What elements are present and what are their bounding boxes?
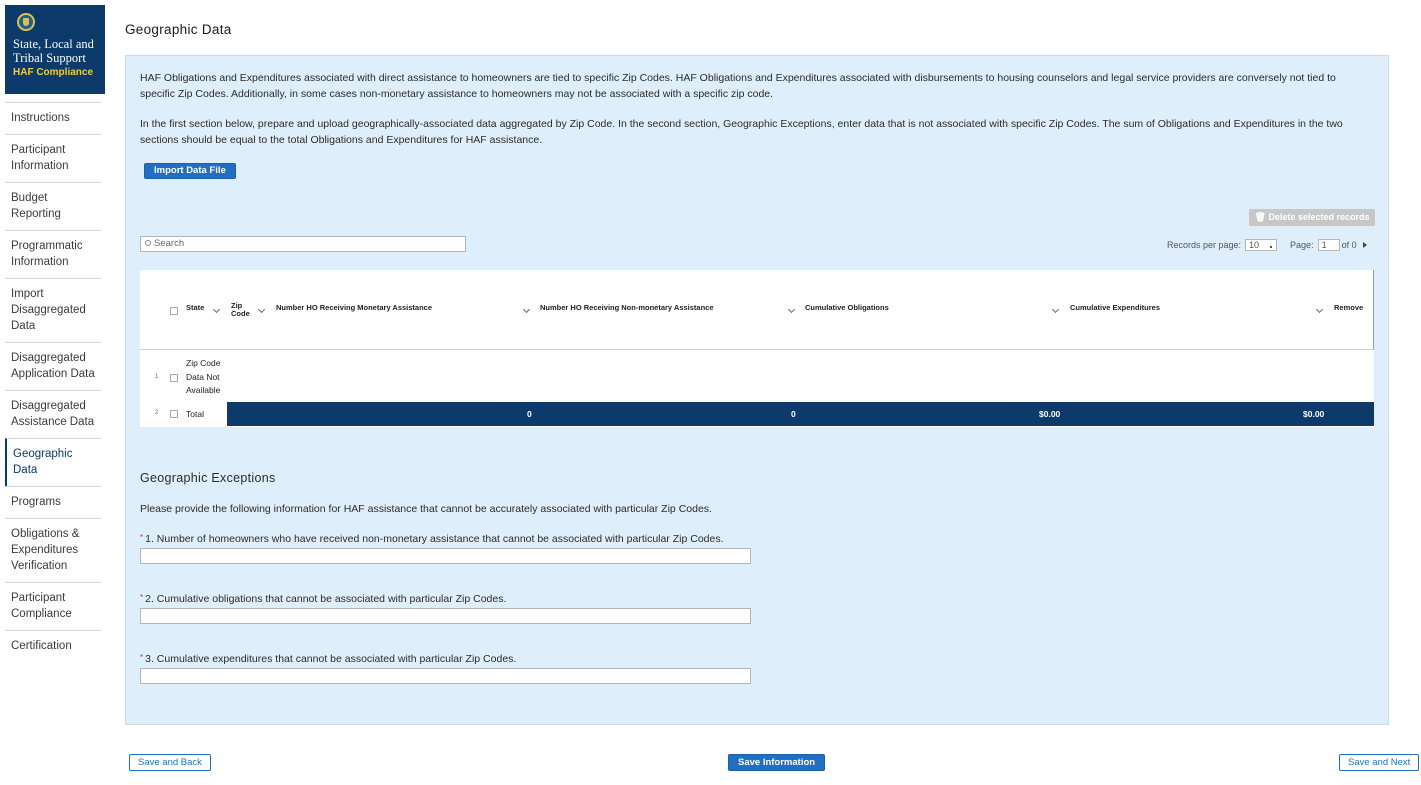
sidebar-item-import-disaggregated-data[interactable]: Import Disaggregated Data <box>5 278 101 342</box>
sort-zip-icon[interactable] <box>258 306 265 313</box>
table-row-total <box>140 402 1374 426</box>
shield-logo-icon <box>17 13 35 31</box>
total-non-monetary: 0 <box>791 409 796 419</box>
required-marker: * <box>140 533 144 542</box>
total-label: Total <box>186 409 204 419</box>
sidebar-item-participant-information[interactable]: Participant Information <box>5 134 101 182</box>
sidebar-item-programmatic-information[interactable]: Programmatic Information <box>5 230 101 278</box>
exceptions-description: Please provide the following information for HAF assistance that cannot be accurately associated with particular Zip Codes. <box>140 503 712 515</box>
next-page-icon[interactable] <box>1363 242 1367 248</box>
row-checkbox[interactable] <box>170 410 178 418</box>
col-obligations[interactable]: Cumulative Obligations <box>805 303 889 312</box>
non-monetary-homeowners-input[interactable] <box>140 548 751 564</box>
records-per-page-label: Records per page: <box>1167 240 1242 250</box>
exceptions-title: Geographic Exceptions <box>140 471 276 485</box>
cumulative-expenditures-input[interactable] <box>140 668 751 684</box>
intro-paragraph-2: In the first section below, prepare and upload geographically-associated data aggregated by Zip Code. In the second section, Geographic Exceptions, enter data that is not associated with specific Zip Codes. The sum of Obligations and Expenditures in the two sections should be equal to the total Obligations and Expenditures for HAF assistance. <box>140 118 1343 146</box>
question-3-text: 3. Cumulative expenditures that cannot be associated with particular Zip Codes. <box>145 653 517 665</box>
col-remove: Remove <box>1334 303 1364 312</box>
total-bar <box>227 402 1374 426</box>
sort-expenditures-icon[interactable] <box>1316 306 1323 313</box>
sidebar-item-certification[interactable]: Certification <box>5 630 101 662</box>
sidebar-item-programs[interactable]: Programs <box>5 486 101 518</box>
main-panel <box>125 55 1389 725</box>
row-number: 1 <box>155 374 159 380</box>
page-number-input[interactable]: 1 <box>1318 239 1340 251</box>
row-label: Zip Code Data Not Available <box>186 358 221 395</box>
question-2-label <box>140 593 506 605</box>
sort-monetary-icon[interactable] <box>523 306 530 313</box>
geographic-data-table <box>140 270 1374 427</box>
total-monetary: 0 <box>527 409 532 419</box>
save-and-back-button[interactable]: Save and Back <box>129 754 211 771</box>
sort-obligations-icon[interactable] <box>1052 306 1059 313</box>
col-state[interactable]: State <box>186 303 205 312</box>
import-data-file-button[interactable]: Import Data File <box>144 163 236 179</box>
sidebar-item-budget-reporting[interactable]: Budget Reporting <box>5 182 101 230</box>
sidebar-item-disaggregated-assistance-data[interactable]: Disaggregated Assistance Data <box>5 390 101 438</box>
col-zip-code[interactable]: Zip Code <box>231 301 250 318</box>
total-obligations: $0.00 <box>1039 409 1061 419</box>
required-marker: * <box>140 593 144 602</box>
row-checkbox[interactable] <box>170 374 178 382</box>
cumulative-obligations-input[interactable] <box>140 608 751 624</box>
question-3-label <box>140 653 516 665</box>
save-and-next-button[interactable]: Save and Next <box>1339 754 1419 771</box>
trash-icon: 🗑︎ <box>1254 212 1266 222</box>
sidebar-item-instructions[interactable]: Instructions <box>5 102 101 134</box>
sidebar-item-geographic-data[interactable]: Geographic Data <box>5 438 101 486</box>
page-title: Geographic Data <box>125 22 232 37</box>
row-number: 2 <box>155 410 159 416</box>
col-expenditures[interactable]: Cumulative Expenditures <box>1070 303 1161 312</box>
sidebar-item-disaggregated-application-data[interactable]: Disaggregated Application Data <box>5 342 101 390</box>
select-all-checkbox[interactable] <box>170 307 178 315</box>
sidebar-item-participant-compliance[interactable]: Participant Compliance <box>5 582 101 630</box>
col-monetary[interactable]: Number HO Receiving Monetary Assistance <box>276 303 433 312</box>
required-marker: * <box>140 653 144 662</box>
delete-selected-label: Delete selected records <box>1268 212 1370 222</box>
total-expenditures: $0.00 <box>1303 409 1325 419</box>
brand-block[interactable] <box>5 5 105 94</box>
table-row[interactable] <box>140 350 1374 402</box>
pagination <box>1167 239 1367 251</box>
intro-text <box>140 70 1370 148</box>
sort-non-monetary-icon[interactable] <box>788 306 795 313</box>
search-input[interactable] <box>140 236 466 252</box>
col-non-monetary[interactable]: Number HO Receiving Non-monetary Assistance <box>540 303 714 312</box>
brand-title: State, Local and Tribal Support <box>13 37 94 65</box>
save-information-button[interactable]: Save Information <box>728 754 825 771</box>
question-1-text: 1. Number of homeowners who have received non-monetary assistance that cannot be associated with particular Zip Codes. <box>145 533 724 545</box>
question-1-label <box>140 533 724 545</box>
sidebar-nav <box>5 102 101 662</box>
brand-subtitle: HAF Compliance <box>13 67 94 78</box>
records-per-page-select[interactable]: 10 <box>1245 239 1277 251</box>
sort-state-icon[interactable] <box>213 306 220 313</box>
search-icon <box>145 240 151 246</box>
search-placeholder: Search <box>154 238 185 249</box>
intro-paragraph-1: HAF Obligations and Expenditures associated with direct assistance to homeowners are tied to specific Zip Codes. HAF Obligations and Expenditures associated with disbursements to housing counselors and legal service providers are conversely not tied to specific Zip Codes. Additionally, in some cases non-monetary assistance to homeowners may not be associated with a specific zip code. <box>140 72 1336 100</box>
delete-selected-records-button[interactable] <box>1249 209 1375 226</box>
sidebar-item-obligations-expenditures-verification[interactable]: Obligations & Expenditures Verification <box>5 518 101 582</box>
page-of-label: of 0 <box>1341 240 1357 250</box>
page-label: Page: <box>1290 240 1314 250</box>
table-header <box>140 270 1374 350</box>
question-2-text: 2. Cumulative obligations that cannot be associated with particular Zip Codes. <box>145 593 507 605</box>
